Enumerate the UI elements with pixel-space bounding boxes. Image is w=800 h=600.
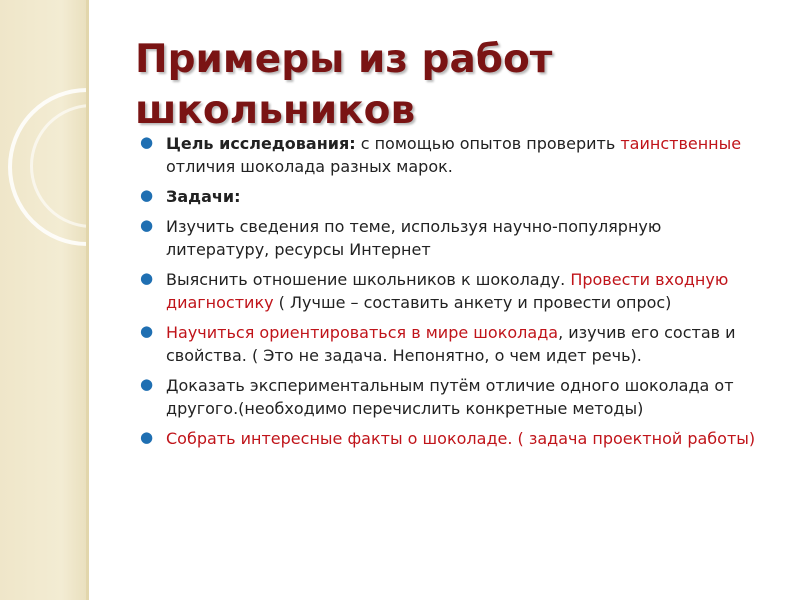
bullet-text-part: Собрать интересные факты о шоколаде. ( задача проектной работы) xyxy=(166,429,756,448)
bullet-text-part: Научиться ориентироваться в мире шоколада xyxy=(166,323,559,342)
bullet-text-part: Выяснить отношение школьников к шоколаду. xyxy=(166,270,571,289)
bullet-dot-icon: ● xyxy=(140,216,154,234)
bullet-text-part: Провести входную диагностику xyxy=(166,270,729,312)
bullet-text-part: Изучить сведения по теме, используя научно-популярную литературу, ресурсы Интернет xyxy=(166,217,662,259)
bullet-item xyxy=(140,132,760,178)
bullet-text-part: , изучив его состав и свойства. ( Это не задача. Непонятно, о чем идет речь). xyxy=(166,323,736,365)
slide-title: Примеры из работ школьников xyxy=(135,37,553,133)
bullet-dot-icon: ● xyxy=(140,375,154,393)
bullet-text-part: ( Лучше – составить анкету и провести опрос) xyxy=(273,293,672,312)
bullet-text-part: Доказать экспериментальным путём отличие одного шоколада от другого.(необходимо перечислить конкретные методы) xyxy=(166,376,734,418)
bullet-item xyxy=(140,321,760,367)
bullet-list xyxy=(140,132,760,457)
bullet-item xyxy=(140,185,760,208)
bullet-dot-icon: ● xyxy=(140,186,154,204)
bullet-text-part: Задачи: xyxy=(166,187,241,206)
bullet-dot-icon: ● xyxy=(140,133,154,151)
bullet-text-part: Цель исследования: xyxy=(166,134,356,153)
bullet-item xyxy=(140,427,760,450)
bullet-dot-icon: ● xyxy=(140,322,154,340)
bullet-item xyxy=(140,215,760,261)
bullet-text-part: отличия шоколада разных марок. xyxy=(166,157,453,176)
bullet-item xyxy=(140,374,760,420)
decorative-divider xyxy=(86,0,89,600)
bullet-text-part: таинственные xyxy=(620,134,742,153)
bullet-item xyxy=(140,268,760,314)
bullet-dot-icon: ● xyxy=(140,428,154,446)
bullet-text-part: с помощью опытов проверить xyxy=(355,134,621,153)
decorative-side-band xyxy=(0,0,88,600)
bullet-dot-icon: ● xyxy=(140,269,154,287)
